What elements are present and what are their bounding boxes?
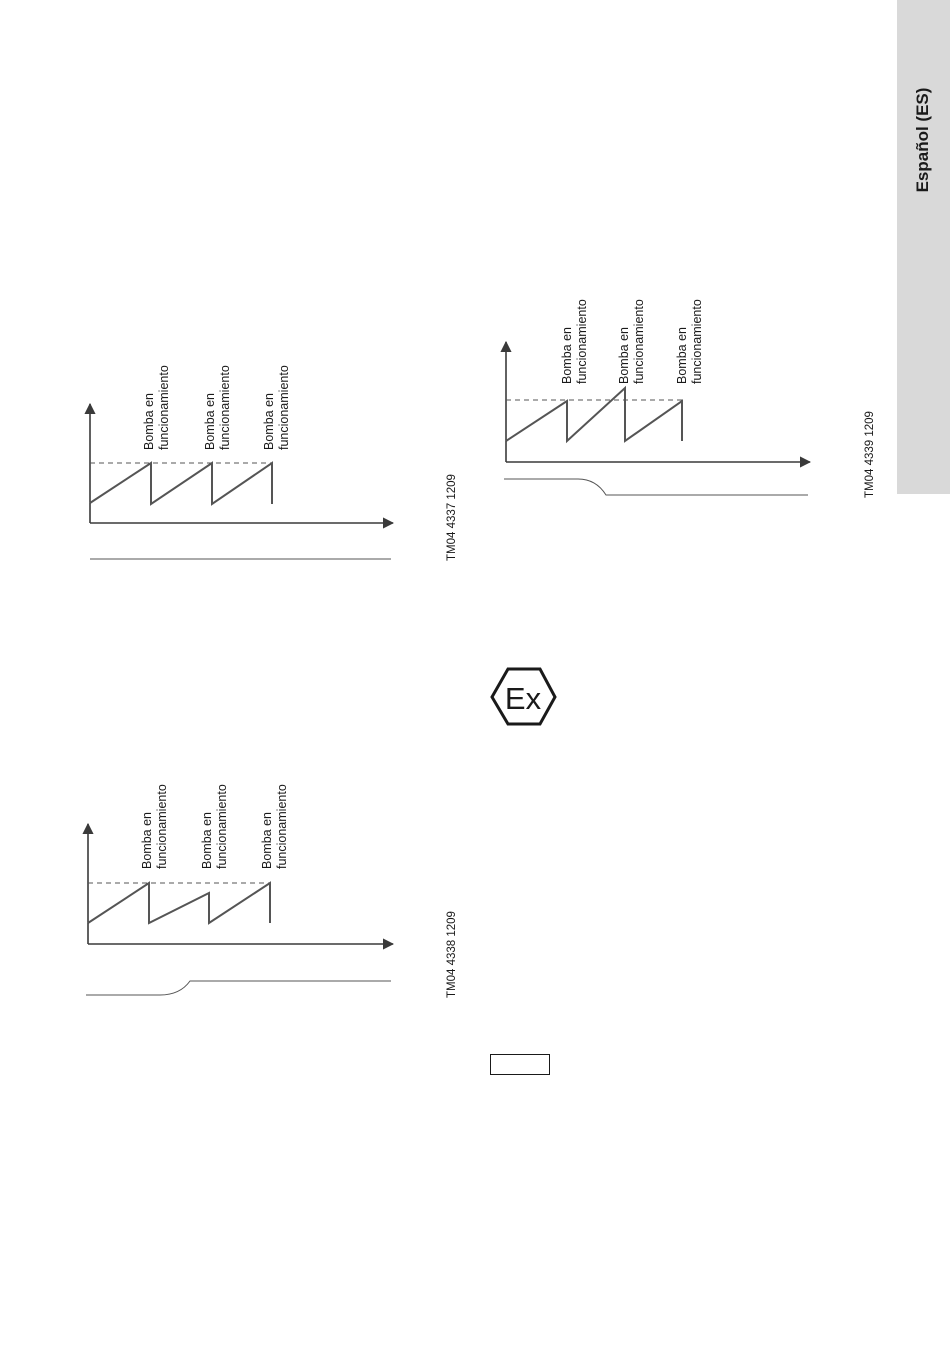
pump-label-3-line1: Bomba en [675,327,689,384]
pump-label-1-line1: Bomba en [140,812,154,869]
pump-label-2-line1: Bomba en [200,812,214,869]
atex-ex-icon [492,669,555,724]
pump-label-2-line2: funcionamiento [215,784,229,869]
pump-state-line [86,981,391,995]
empty-box [490,1054,550,1075]
pump-label-2-line2: funcionamiento [218,365,232,450]
level-sawtooth-line [88,883,270,923]
figure-bottom-left [86,784,458,998]
pump-label-1-line2: funcionamiento [575,299,589,384]
pump-label-3-line2: funcionamiento [275,784,289,869]
pump-label-1-line1: Bomba en [142,393,156,450]
pump-label-3-line2: funcionamiento [277,365,291,450]
figure-code: TM04 4338 1209 [446,911,458,998]
pump-label-1-line2: funcionamiento [157,365,171,450]
level-sawtooth-line [506,388,682,441]
pump-label-3-line1: Bomba en [262,393,276,450]
pump-label-1-line1: Bomba en [560,327,574,384]
figure-top-right [504,299,876,498]
ex-symbol-text: Ex [504,681,542,716]
pump-label-3-line1: Bomba en [260,812,274,869]
figure-code: TM04 4337 1209 [446,474,458,561]
pump-state-line [504,479,808,495]
pump-label-1-line2: funcionamiento [155,784,169,869]
language-tab-label: Español (ES) [913,87,932,193]
pump-label-3-line2: funcionamiento [690,299,704,384]
pump-label-2-line1: Bomba en [203,393,217,450]
figure-code: TM04 4339 1209 [864,411,876,498]
pump-label-2-line2: funcionamiento [632,299,646,384]
pump-label-2-line1: Bomba en [617,327,631,384]
level-sawtooth-line [90,463,272,504]
figure-top-left [90,365,458,561]
